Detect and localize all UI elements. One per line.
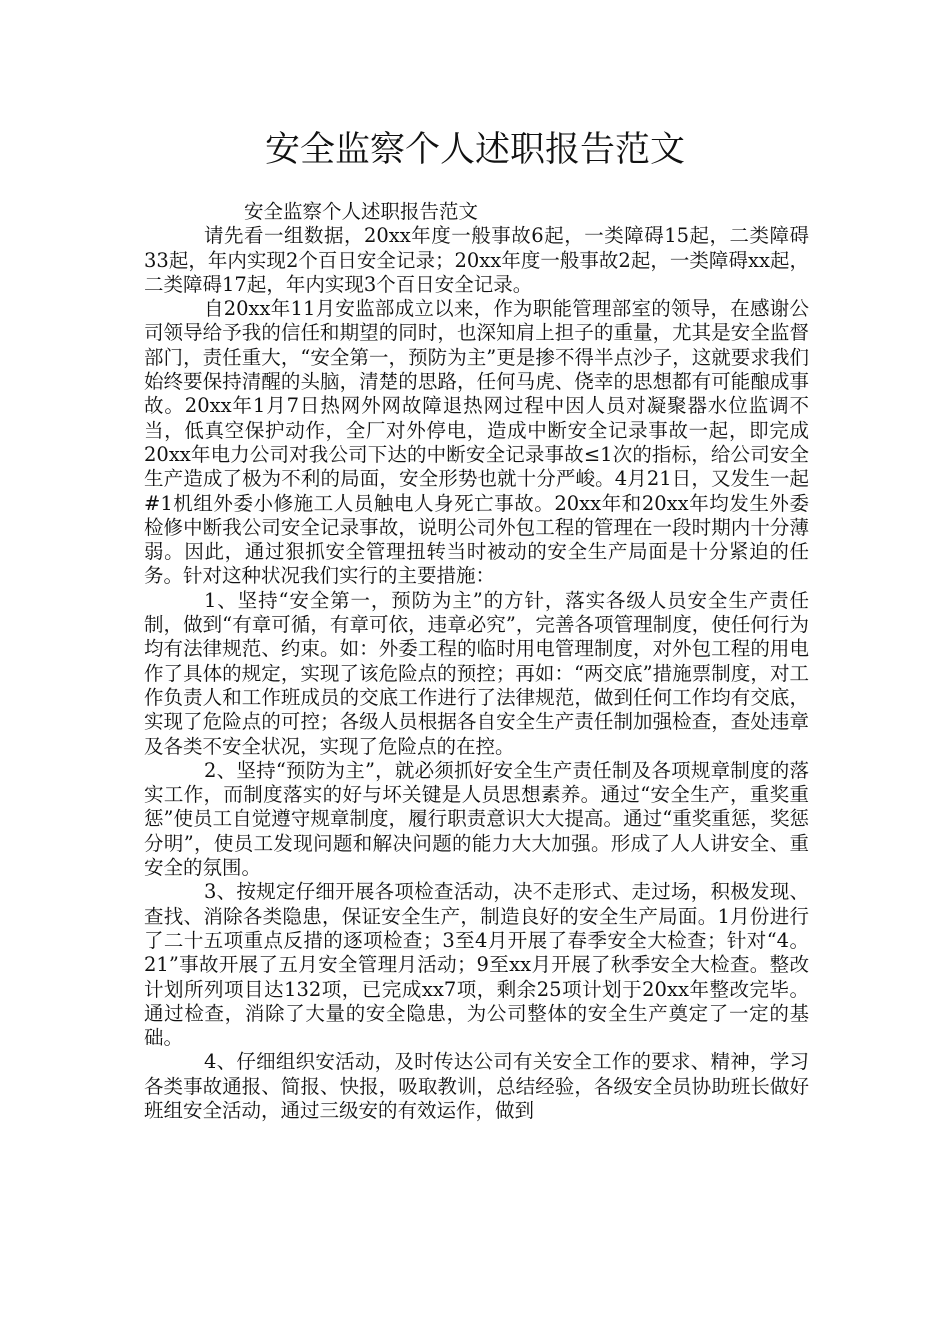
paragraph-background: 自20xx年11月安监部成立以来，作为职能管理部室的领导，在感谢公司领导给予我的信任和期望的同时，也深知肩上担子的重量，尤其是安全监督部门，责任重大，“安全第一，预防为主”更是掺不得半点沙子，这就要求我们始终要保持清醒的头脑，清楚的思路，任何马虎、侥幸的思想都有可能酿成事故。20xx年1月7日热网外网故障退热网过程中因人员对凝聚器水位监调不当，低真空保护动作，全厂对外停电，造成中断安全记录事故一起，即完成20xx年电力公司对我公司下达的中断安全记录事故≤1次的指标，给公司安全生产造成了极为不利的局面，安全形势也就十分严峻。4月21日，又发生一起#1机组外委小修施工人员触电人身死亡事故。20xx年和20xx年均发生外委检修中断我公司安全记录事故，说明公司外包工程的管理在一段时期内十分薄弱。因此，通过狠抓安全管理扭转当时被动的安全生产局面是十分紧迫的任务。针对这种状况我们实行的主要措施：: [144, 297, 809, 588]
paragraph-measure-1: 1、坚持“安全第一，预防为主”的方针，落实各级人员安全生产责任制，做到“有章可循，有章可依，违章必究”，完善各项管理制度，使任何行为均有法律规范、约束。如：外委工程的临时用电管理制度，对外包工程的用电作了具体的规定，实现了该危险点的预控；再如：“两交底”措施票制度，对工作负责人和工作班成员的交底工作进行了法律规范，做到任何工作均有交底，实现了危险点的可控；各级人员根据各自安全生产责任制加强检查，查处违章及各类不安全状况，实现了危险点的在控。: [144, 588, 809, 758]
document-body: [144, 200, 809, 1123]
document-title: 安全监察个人述职报告范文: [264, 130, 685, 170]
paragraph-measure-4: 4、仔细组织安活动，及时传达公司有关安全工作的要求、精神，学习各类事故通报、简报、快报，吸取教训，总结经验，各级安全员协助班长做好班组安全活动，通过三级安的有效运作，做到: [144, 1050, 809, 1122]
paragraph-measure-3: 3、按规定仔细开展各项检查活动，决不走形式、走过场，积极发现、查找、消除各类隐患，保证安全生产，制造良好的安全生产局面。1月份进行了二十五项重点反措的逐项检查；3至4月开展了春季安全大检查；针对“4。21”事故开展了五月安全管理月活动；9至xx月开展了秋季安全大检查。整改计划所列项目达132项，已完成xx7项，剩余25项计划于20xx年整改完毕。通过检查，消除了大量的安全隐患，为公司整体的安全生产奠定了一定的基础。: [144, 880, 809, 1050]
paragraph-measure-2: 2、坚持“预防为主”，就必须抓好安全生产责任制及各项规章制度的落实工作，而制度落实的好与坏关键是人员思想素养。通过“安全生产，重奖重惩”使员工自觉遵守规章制度，履行职责意识大大提高。通过“重奖重惩，奖惩分明”，使员工发现问题和解决问题的能力大大加强。形成了人人讲安全、重安全的氛围。: [144, 758, 809, 880]
paragraph-data-summary: 请先看一组数据，20xx年度一般事故6起，一类障碍15起，二类障碍33起，年内实现2个百日安全记录；20xx年度一般事故2起，一类障碍xx起，二类障碍17起，年内实现3个百日安全记录。: [144, 224, 809, 296]
document-subtitle: 安全监察个人述职报告范文: [244, 200, 479, 223]
